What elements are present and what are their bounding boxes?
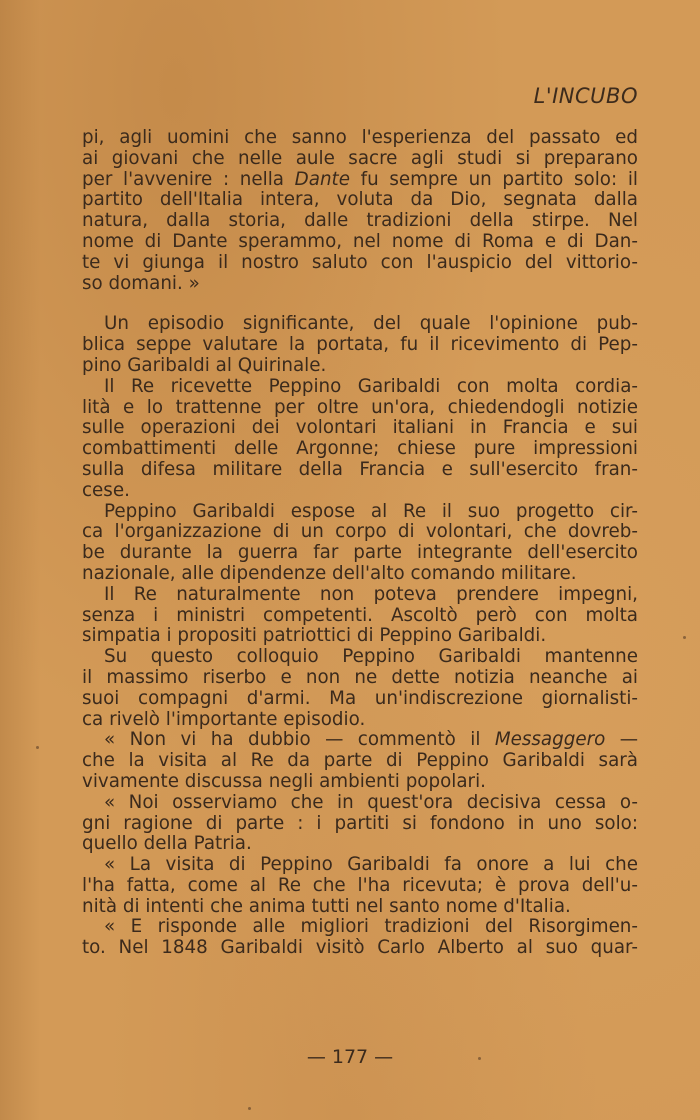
text-line: suoi compagni d'armi. Ma un'indiscrezione giornalisti- [82,687,638,709]
text-line: il massimo riserbo e non ne dette notizia neanche ai [82,666,638,688]
text-line: so domani. » [82,272,200,294]
text-line: pi, agli uomini che sanno l'esperienza del passato ed [82,127,638,148]
running-title: L'INCUBO [533,84,638,108]
text-line: lità e lo trattenne per oltre un'ora, chiedendogli notizie [82,396,638,418]
text-line: Il Re naturalmente non poteva prendere impegni, [104,583,638,605]
text-line: l'ha fatta, come al Re che l'ha ricevuta; è prova dell'u- [82,874,638,896]
text-line: nità di intenti che anima tutti nel santo nome d'Italia. [82,895,571,917]
text-line: sulle operazioni dei volontari italiani in Francia e sui [82,417,638,439]
text-line: be durante la guerra far parte integrante dell'esercito [82,542,638,564]
text-line: combattimenti delle Argonne; chiese pure impressioni [82,438,638,460]
paper-speck [36,746,39,749]
paper-speck [478,1057,481,1060]
text-line: ca rivelò l'importante episodio. [82,708,366,730]
text-line: to. Nel 1848 Garibaldi visitò Carlo Alberto al suo quar- [82,937,638,959]
text-line: simpatia i propositi patriottici di Peppino Garibaldi. [82,625,547,647]
paper-speck [683,636,686,639]
page-number: — 177 — [306,1046,394,1068]
text-line: partito dell'Italia intera, voluta da Dio, segnata dalla [82,189,638,211]
text-line: Un episodio significante, del quale l'opinione pub- [104,313,638,335]
text-line: « Non vi ha dubbio — commentò il Messaggero — [104,729,639,751]
text-line: Su questo colloquio Peppino Garibaldi mantenne [104,646,638,668]
text-line: ai giovani che nelle aule sacre agli studi si preparano [82,147,638,169]
text-line: pino Garibaldi al Quirinale. [82,354,327,376]
body-text [82,128,638,959]
text-line: per l'avvenire : nella Dante fu sempre un partito solo: il [82,168,638,190]
paper-speck [248,1107,251,1110]
text-line: vivamente discussa negli ambienti popolari. [82,770,486,792]
text-line: sulla difesa militare della Francia e sull'esercito fran- [82,458,638,480]
text-line: blica seppe valutare la portata, fu il ricevimento di Pep- [82,334,638,356]
text-line: Peppino Garibaldi espose al Re il suo progetto cir- [104,500,638,522]
text-line: te vi giunga il nostro saluto con l'auspicio del vittorio- [82,251,638,273]
text-line: quello della Patria. [82,833,252,855]
text-line: cese. [82,479,130,501]
text-line: natura, dalla storia, dalle tradizioni della stirpe. Nel [82,210,638,232]
text-line: ca l'organizzazione di un corpo di volontari, che dovreb- [82,521,638,543]
text-line: « Noi osserviamo che in quest'ora decisiva cessa o- [104,791,638,813]
text-line: « La visita di Peppino Garibaldi fa onore a lui che [104,854,638,876]
text-line: senza i ministri competenti. Ascoltò però con molta [82,604,638,626]
text-line: Il Re ricevette Peppino Garibaldi con molta cordia- [104,375,638,397]
text-line: che la visita al Re da parte di Peppino Garibaldi sarà [82,750,638,772]
text-line: « E risponde alle migliori tradizioni del Risorgimen- [104,916,638,938]
text-line: nome di Dante sperammo, nel nome di Roma e di Dan- [82,230,638,252]
text-line: gni ragione di parte : i partiti si fondono in uno solo: [82,812,638,834]
text-line: nazionale, alle dipendenze dell'alto comando militare. [82,562,577,584]
